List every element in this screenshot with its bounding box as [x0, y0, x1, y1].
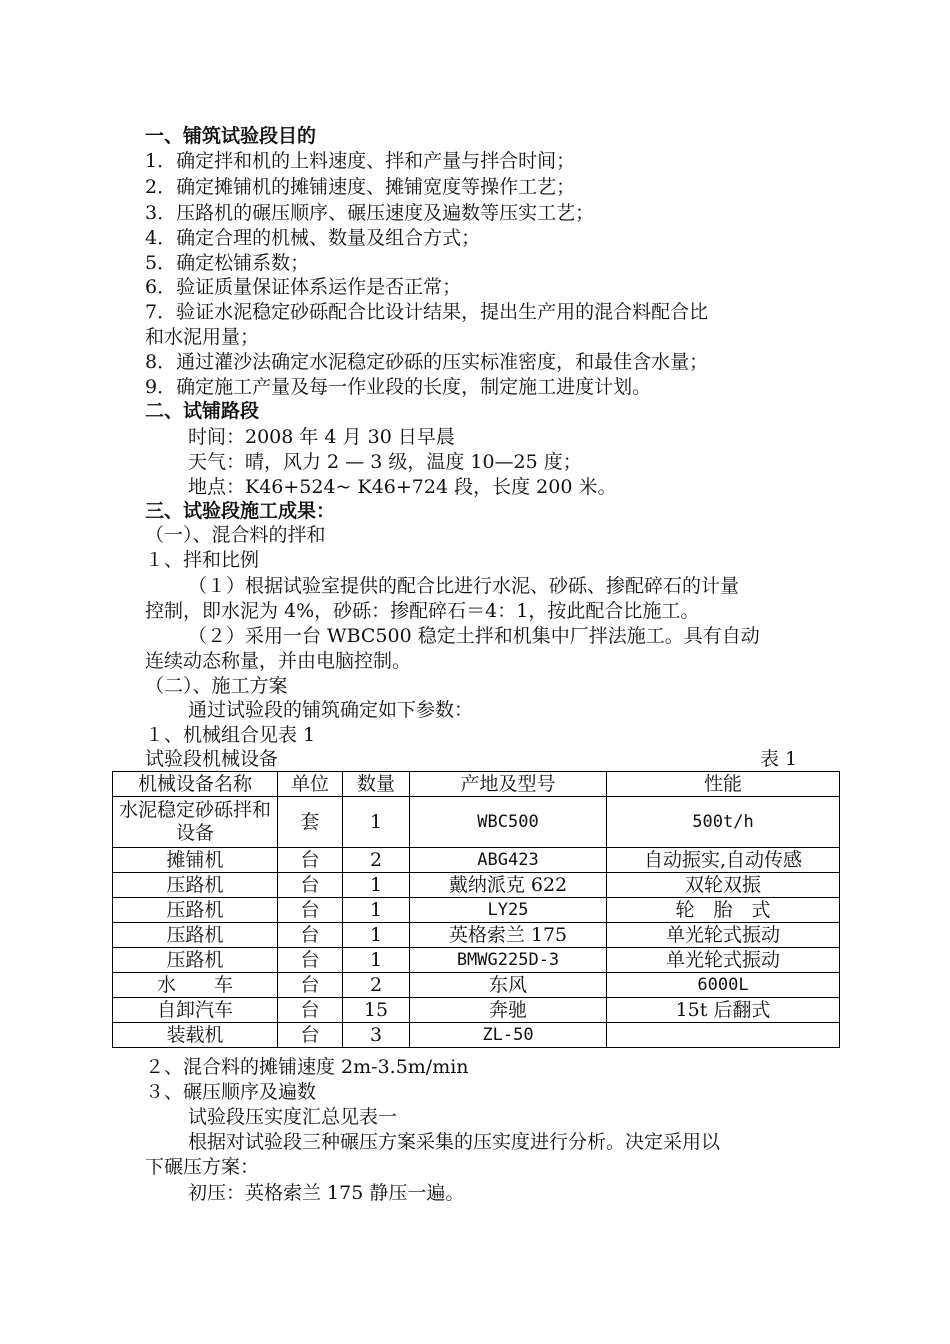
table-caption: 试验段机械设备: [145, 748, 279, 770]
paragraph: ２、混合料的摊铺速度 2m-3.5m/min: [145, 1056, 469, 1078]
table-cell: 双轮双振: [607, 873, 840, 898]
list-item: 4．确定合理的机械、数量及组合方式；: [145, 227, 481, 249]
subheading: （一）、混合料的拌和: [145, 524, 326, 546]
paragraph: 下碾压方案：: [145, 1156, 260, 1178]
table-cell: WBC500: [410, 797, 607, 848]
table-row: [113, 998, 840, 1023]
trial-location: 地点：K46+524~ K46+724 段，长度 200 米。: [188, 476, 617, 498]
table-cell: 台: [278, 1023, 343, 1048]
table-row: [113, 848, 840, 873]
table-cell: 台: [278, 873, 343, 898]
table-row: [113, 797, 840, 848]
table-cell: 1: [343, 873, 410, 898]
table-cell: 2: [343, 848, 410, 873]
table-cell: 单光轮式振动: [607, 923, 840, 948]
section2-heading: 二、试铺路段: [145, 400, 260, 422]
subheading: １、机械组合见表 1: [145, 724, 316, 746]
table-cell: 水 车: [113, 973, 278, 998]
list-item: 9．确定施工产量及每一作业段的长度，制定施工进度计划。: [145, 376, 652, 398]
section1-heading: 一、铺筑试验段目的: [145, 125, 317, 147]
table-cell: 1: [343, 797, 410, 848]
table-number: 表 1: [760, 748, 798, 770]
table-cell: 压路机: [113, 948, 278, 973]
header-cell: 单位: [278, 772, 343, 797]
paragraph: 通过试验段的铺筑确定如下参数：: [188, 699, 474, 721]
table-cell: 自卸汽车: [113, 998, 278, 1023]
list-item: 2．确定摊铺机的摊铺速度、摊铺宽度等操作工艺；: [145, 176, 576, 198]
table-cell: 单光轮式振动: [607, 948, 840, 973]
table-cell: 压路机: [113, 873, 278, 898]
table-cell: 1: [343, 898, 410, 923]
table-row: [113, 1023, 840, 1048]
table-cell: 东风: [410, 973, 607, 998]
paragraph: 根据对试验段三种碾压方案采集的压实度进行分析。决定采用以: [188, 1131, 721, 1153]
paragraph: 试验段压实度汇总见表一: [188, 1106, 398, 1128]
table-cell: 轮 胎 式: [607, 898, 840, 923]
table-cell: 15t 后翻式: [607, 998, 840, 1023]
table-cell: 500t/h: [607, 797, 840, 848]
section3-heading: 三、试验段施工成果：: [145, 500, 336, 522]
table-cell: 台: [278, 848, 343, 873]
table-cell: 3: [343, 1023, 410, 1048]
table-row: [113, 973, 840, 998]
paragraph: 初压：英格索兰 175 静压一遍。: [188, 1182, 465, 1204]
table-cell: 台: [278, 998, 343, 1023]
table-cell: 台: [278, 948, 343, 973]
table-cell: 戴纳派克 622: [410, 873, 607, 898]
table-cell: 水泥稳定砂砾拌和设备: [113, 797, 278, 848]
header-cell: 机械设备名称: [113, 772, 278, 797]
trial-weather: 天气：晴，风力 2 — 3 级，温度 10—25 度；: [188, 451, 582, 473]
table-cell: BMWG225D-3: [410, 948, 607, 973]
table-cell: 自动振实,自动传感: [607, 848, 840, 873]
table-cell: LY25: [410, 898, 607, 923]
header-cell: 性能: [607, 772, 840, 797]
table-cell: 奔驰: [410, 998, 607, 1023]
list-item: 3．压路机的碾压顺序、碾压速度及遍数等压实工艺；: [145, 202, 595, 224]
table-row: [113, 898, 840, 923]
table-cell: 台: [278, 923, 343, 948]
table-cell: 压路机: [113, 898, 278, 923]
table-row: [113, 948, 840, 973]
subheading: ３、碾压顺序及遍数: [145, 1081, 317, 1103]
list-item: 1．确定拌和机的上料速度、拌和产量与拌合时间；: [145, 150, 576, 172]
table-header-row: [113, 772, 840, 797]
table-cell: 15: [343, 998, 410, 1023]
list-item: 8．通过灌沙法确定水泥稳定砂砾的压实标准密度，和最佳含水量；: [145, 351, 709, 373]
table-cell: 压路机: [113, 923, 278, 948]
list-item: 5．确定松铺系数；: [145, 252, 310, 274]
header-cell: 产地及型号: [410, 772, 607, 797]
table-cell: ABG423: [410, 848, 607, 873]
header-cell: 数量: [343, 772, 410, 797]
list-item: 6．验证质量保证体系运作是否正常；: [145, 276, 462, 298]
table-row: [113, 873, 840, 898]
table-cell: 6000L: [607, 973, 840, 998]
table-cell: 台: [278, 973, 343, 998]
paragraph: 控制，即水泥为 4%，砂砾：掺配碎石＝4：1，按此配合比施工。: [145, 600, 700, 622]
paragraph: （２）采用一台 WBC500 稳定土拌和机集中厂拌法施工。具有自动: [188, 625, 760, 647]
table-cell: ZL-50: [410, 1023, 607, 1048]
table-cell: 1: [343, 923, 410, 948]
table-cell: 英格索兰 175: [410, 923, 607, 948]
table-cell: 1: [343, 948, 410, 973]
table-cell: 2: [343, 973, 410, 998]
table-cell: 台: [278, 898, 343, 923]
table-cell: 摊铺机: [113, 848, 278, 873]
table-row: [113, 923, 840, 948]
list-item: 7．验证水泥稳定砂砾配合比设计结果，提出生产用的混合料配合比: [145, 301, 709, 323]
subheading: （二）、施工方案: [145, 675, 288, 697]
trial-time: 时间：2008 年 4 月 30 日早晨: [188, 426, 455, 448]
table-cell: 套: [278, 797, 343, 848]
subheading: １、拌和比例: [145, 549, 260, 571]
paragraph: 连续动态称量，并由电脑控制。: [145, 650, 412, 672]
paragraph: （１）根据试验室提供的配合比进行水泥、砂砾、掺配碎石的计量: [188, 575, 740, 597]
equipment-table: [112, 771, 840, 1048]
table-cell: [607, 1023, 840, 1048]
table-cell: 装载机: [113, 1023, 278, 1048]
list-item: 和水泥用量；: [145, 326, 260, 348]
